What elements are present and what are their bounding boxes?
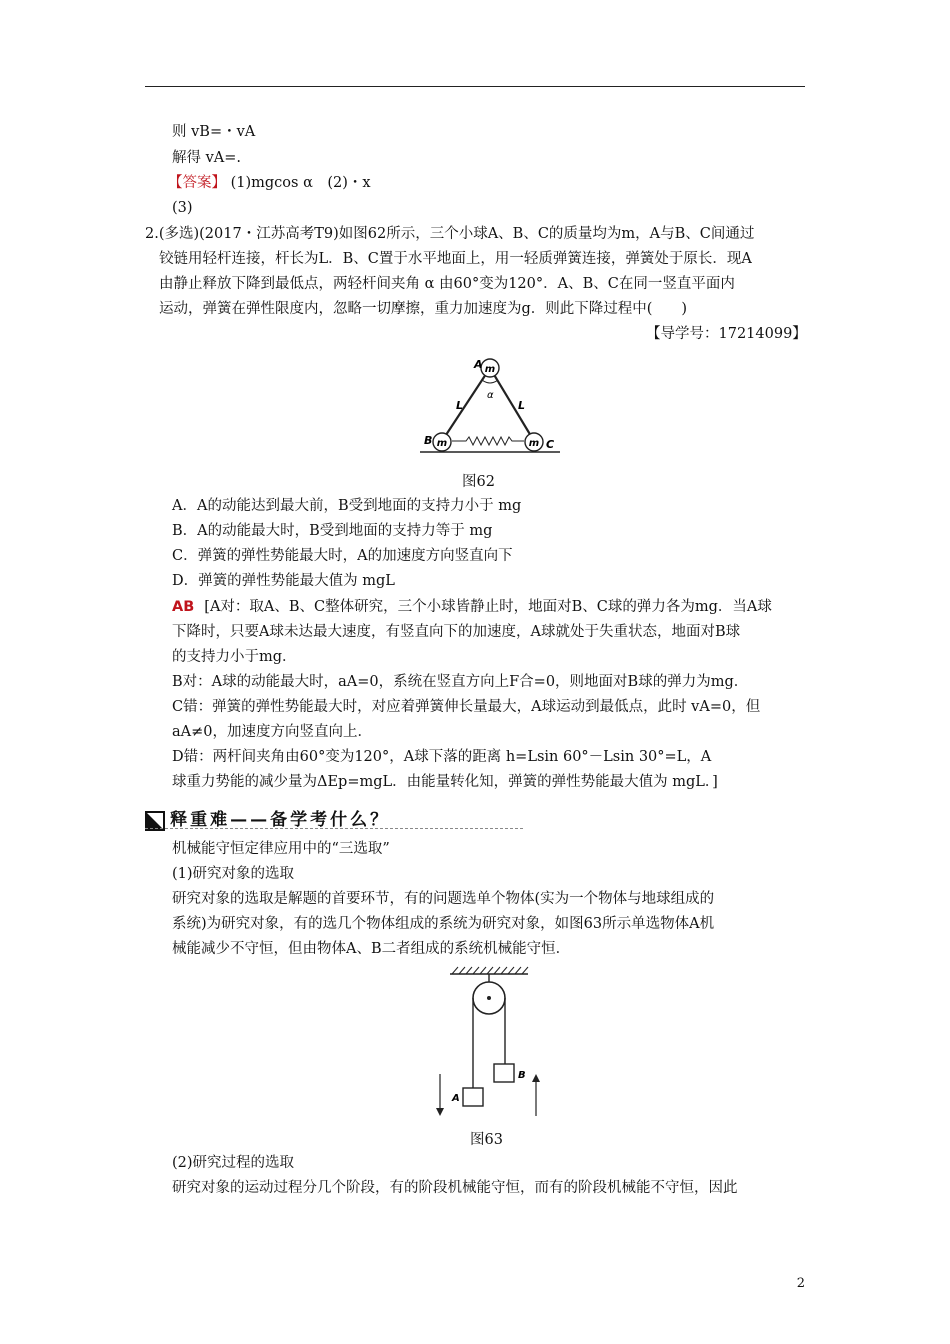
block-a [463,1088,483,1106]
label-l-right: L [518,399,526,412]
explanation-line-5: C错：弹簧的弹性势能最大时，对应着弹簧伸长量最大，A球运动到最低点，此时 vA=0，但 [172,699,761,715]
figure-63 [428,964,544,1124]
label-block-b: B [518,1070,526,1081]
figure-62 [420,352,560,458]
para-1-line-3: 械能减少不守恒，但由物体A、B二者组成的系统机械能守恒． [172,941,571,957]
figure-62-caption: 图62 [462,474,495,490]
mass-b: m [436,438,448,449]
section-divider [145,828,523,829]
explanation-line-2: 下降时，只要A球未达最大速度，有竖直向下的加速度，A球就处于失重状态，地面对B球 [172,624,741,640]
answer-letters: AB [172,599,195,615]
label-b: B [424,434,433,447]
rod-ac [490,368,534,441]
q2-line-2: 铰链用轻杆连接，杆长为L．B、C置于水平地面上，用一轻质弹簧连接，弹簧处于原长．现A [159,251,752,267]
label-block-a: A [452,1093,460,1104]
section-intro: 机械能守恒定律应用中的“三选取” [172,841,390,857]
explanation-text-1: [A对：取A、B、C整体研究，三个小球皆静止时，地面对B、C球的弹力各为mg．当A球 [204,599,772,615]
para-2-line-1: 研究对象的运动过程分几个阶段，有的阶段机械能守恒，而有的阶段机械能不守恒，因此 [172,1180,738,1196]
answer-text: (1)mgcos α (2)・x [230,175,371,191]
para-1-line-1: 研究对象的选取是解题的首要环节，有的问题选单个物体(实为一个物体与地球组成的 [172,891,715,907]
ceiling-hatch [452,967,528,974]
explanation-line-8: 球重力势能的减少量为ΔEp=mgL．由能量转化知，弹簧的弹性势能最大值为 mgL．] [172,774,718,790]
subsection-2: (2)研究过程的选取 [172,1155,295,1171]
spring [452,437,524,445]
answer-tag: 【答案】 [168,175,226,191]
figure-63-caption: 图63 [470,1132,503,1148]
para-1-line-2: 系统)为研究对象，有的选几个物体组成的系统为研究对象，如图63所示单选物体A机 [172,916,715,932]
label-l-left: L [456,399,464,412]
header-rule [145,86,805,87]
arrow-up-icon [532,1074,540,1082]
rod-ab [442,368,490,441]
option-c: C．弹簧的弹性势能最大时，A的加速度方向竖直向下 [172,548,513,564]
section-title: 释重难——备学考什么？ [170,810,391,830]
arrow-down-icon [436,1108,444,1116]
explanation-line-6: aA≠0，加速度方向竖直向上． [172,724,372,740]
label-alpha: α [487,390,494,401]
prev-answer-2: (3) [172,200,193,216]
section-header [145,805,390,831]
angle-arc [482,380,498,383]
label-a: A [474,358,483,371]
option-d: D．弹簧的弹性势能最大值为 mgL [172,573,395,589]
guide-number: 【导学号：17214099】 [646,326,807,342]
q2-line-3: 由静止释放下降到最低点，两轻杆间夹角 α 由60°变为120°．A、B、C在同一竖直平面内 [159,276,735,292]
mass-a: m [484,364,496,375]
label-c: C [546,438,555,451]
explanation-line-3: 的支持力小于mg． [172,649,297,665]
option-b: B．A的动能最大时，B受到地面的支持力等于 mg [172,523,493,539]
explanation-line-1 [172,597,772,617]
q2-line-1: 2.(多选)(2017・江苏高考T9)如图62所示，三个小球A、B、C的质量均为m，A与B、C间通过 [145,226,755,242]
page-number: 2 [796,1276,805,1291]
option-a: A．A的动能达到最大前，B受到地面的支持力小于 mg [172,498,522,514]
prev-answer [168,173,371,193]
explanation-line-7: D错：两杆间夹角由60°变为120°，A球下落的距离 h=Lsin 60°－Lsin 30°=L，A [172,749,712,765]
prev-line-1: 则 vB=・vA [172,124,256,140]
pulley-axle [487,996,491,1000]
q2-line-4: 运动，弹簧在弹性限度内，忽略一切摩擦，重力加速度为g．则此下降过程中( ) [159,301,688,317]
block-b [494,1064,514,1082]
subsection-1: (1)研究对象的选取 [172,866,295,882]
mass-c: m [528,438,540,449]
prev-line-2: 解得 vA=. [172,150,242,166]
explanation-line-4: B对：A球的动能最大时，aA=0，系统在竖直方向上F合=0，则地面对B球的弹力为mg． [172,674,749,690]
